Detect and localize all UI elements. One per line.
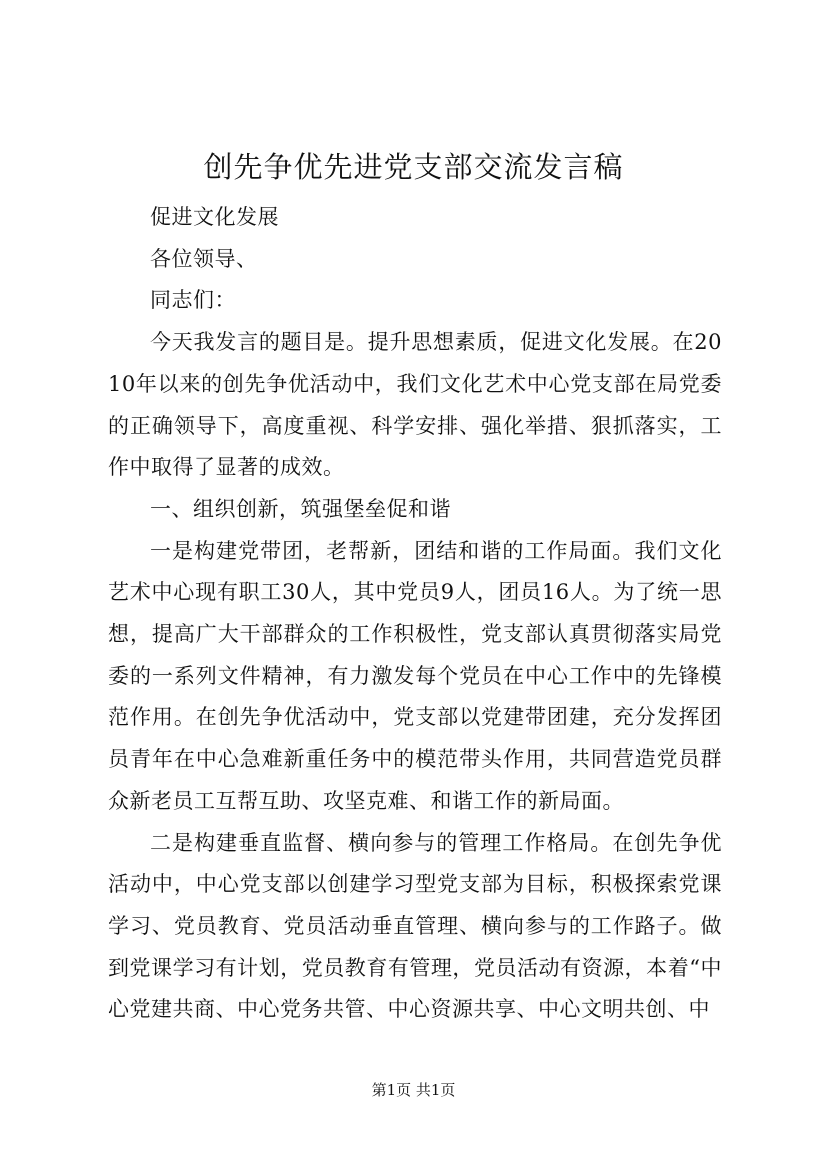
document-title: 创先争优先进党支部交流发言稿	[203, 150, 624, 184]
section-heading-1: 一、组织创新，筑强堡垒促和谐	[150, 496, 451, 521]
page-footer: 第1页 共1页	[371, 1081, 456, 1099]
paragraph-point-2: 二是构建垂直监督、横向参与的管理工作格局。在创先争优活动中，中心党支部以创建学习型党支部为目标，积极探索党课学习、党员教育、党员活动垂直管理、横向参与的工作路子。做到党课学习有计划，党员教育有管理，党员活动有资源，本着“中心党建共商、中心党务共管、中心资源共享、中心文明共创、中	[108, 830, 722, 1022]
paragraph-salutation-comrades: 同志们：	[150, 288, 236, 313]
paragraph-point-1: 一是构建党带团，老帮新，团结和谐的工作局面。我们文化艺术中心现有职工30人，其中党员9人，团员16人。为了统一思想，提高广大干部群众的工作积极性，党支部认真贯彻落实局党委的一系列文件精神，有力激发每个党员在中心工作中的先锋模范作用。在创先争优活动中，党支部以党建带团建，充分发挥团员青年在中心急难新重任务中的模范带头作用，共同营造党员群众新老员工互帮互助、攻坚克难、和谐工作的新局面。	[108, 538, 722, 813]
paragraph-subtitle: 促进文化发展	[150, 205, 279, 229]
document-body	[108, 197, 722, 1031]
paragraph-salutation-leaders: 各位领导、	[150, 246, 258, 271]
paragraph-intro: 今天我发言的题目是。提升思想素质，促进文化发展。在2010年以来的创先争优活动中，我们文化艺术中心党支部在局党委的正确领导下，高度重视、科学安排、强化举措、狠抓落实，工作中取得了显著的成效。	[108, 330, 722, 480]
